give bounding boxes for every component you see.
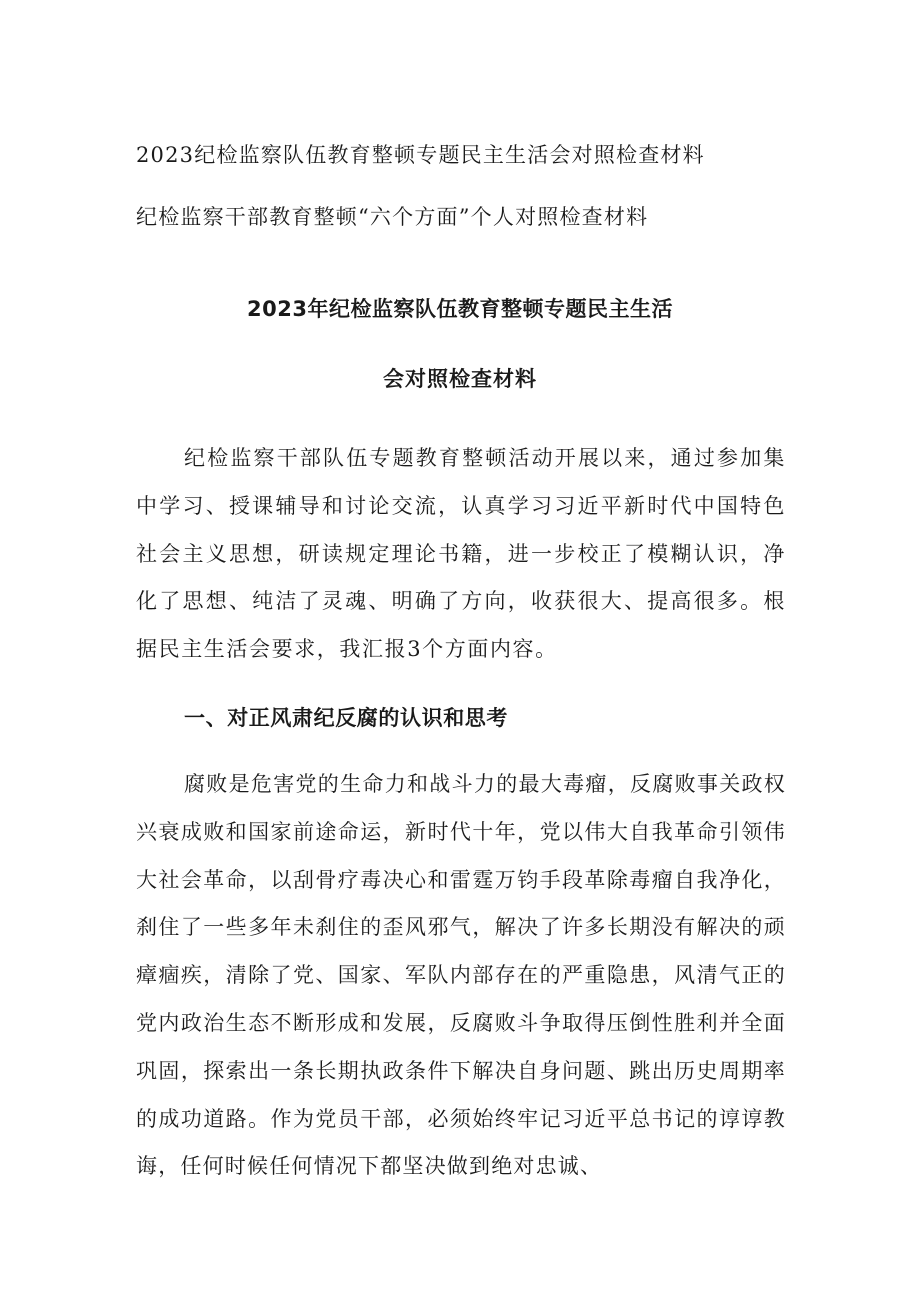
related-title-2: 纪检监察干部教育整顿“六个方面”个人对照检查材料 — [136, 205, 649, 229]
intro-paragraph: 纪检监察干部队伍专题教育整顿活动开展以来，通过参加集中学习、授课辅导和讨论交流，认真学习习近平新时代中国特色社会主义思想，研读规定理论书籍，进一步校正了模糊认识，净化了思想、纯洁了灵魂、明确了方向，收获很大、提高很多。根据民主生活会要求，我汇报3个方面内容。 — [136, 446, 786, 662]
section-1-paragraph: 腐败是危害党的生命力和战斗力的最大毒瘤，反腐败事关政权兴衰成败和国家前途命运，新时代十年，党以伟大自我革命引领伟大社会革命，以刮骨疗毒决心和雷霆万钧手段革除毒瘤自我净化，刹住了一些多年未刹住的歪风邪气，解决了许多长期没有解决的顽瘴痼疾，清除了党、国家、军队内部存在的严重隐患，风清气正的党内政治生态不断形成和发展，反腐败斗争取得压倒性胜利并全面巩固，探索出一条长期执政条件下解决自身问题、跳出历史周期率的成功道路。作为党员干部，必须始终牢记习近平总书记的谆谆教诲，任何时候任何情况下都坚决做到绝对忠诚、 — [136, 772, 786, 1179]
document-title-line-2: 会对照检查材料 — [383, 367, 537, 391]
related-title-1: 2023纪检监察队伍教育整顿专题民主生活会对照检查材料 — [136, 143, 705, 167]
document-title-line-1: 2023年纪检监察队伍教育整顿专题民主生活 — [247, 297, 673, 321]
section-1-heading: 一、对正风肃纪反腐的认识和思考 — [184, 706, 508, 730]
